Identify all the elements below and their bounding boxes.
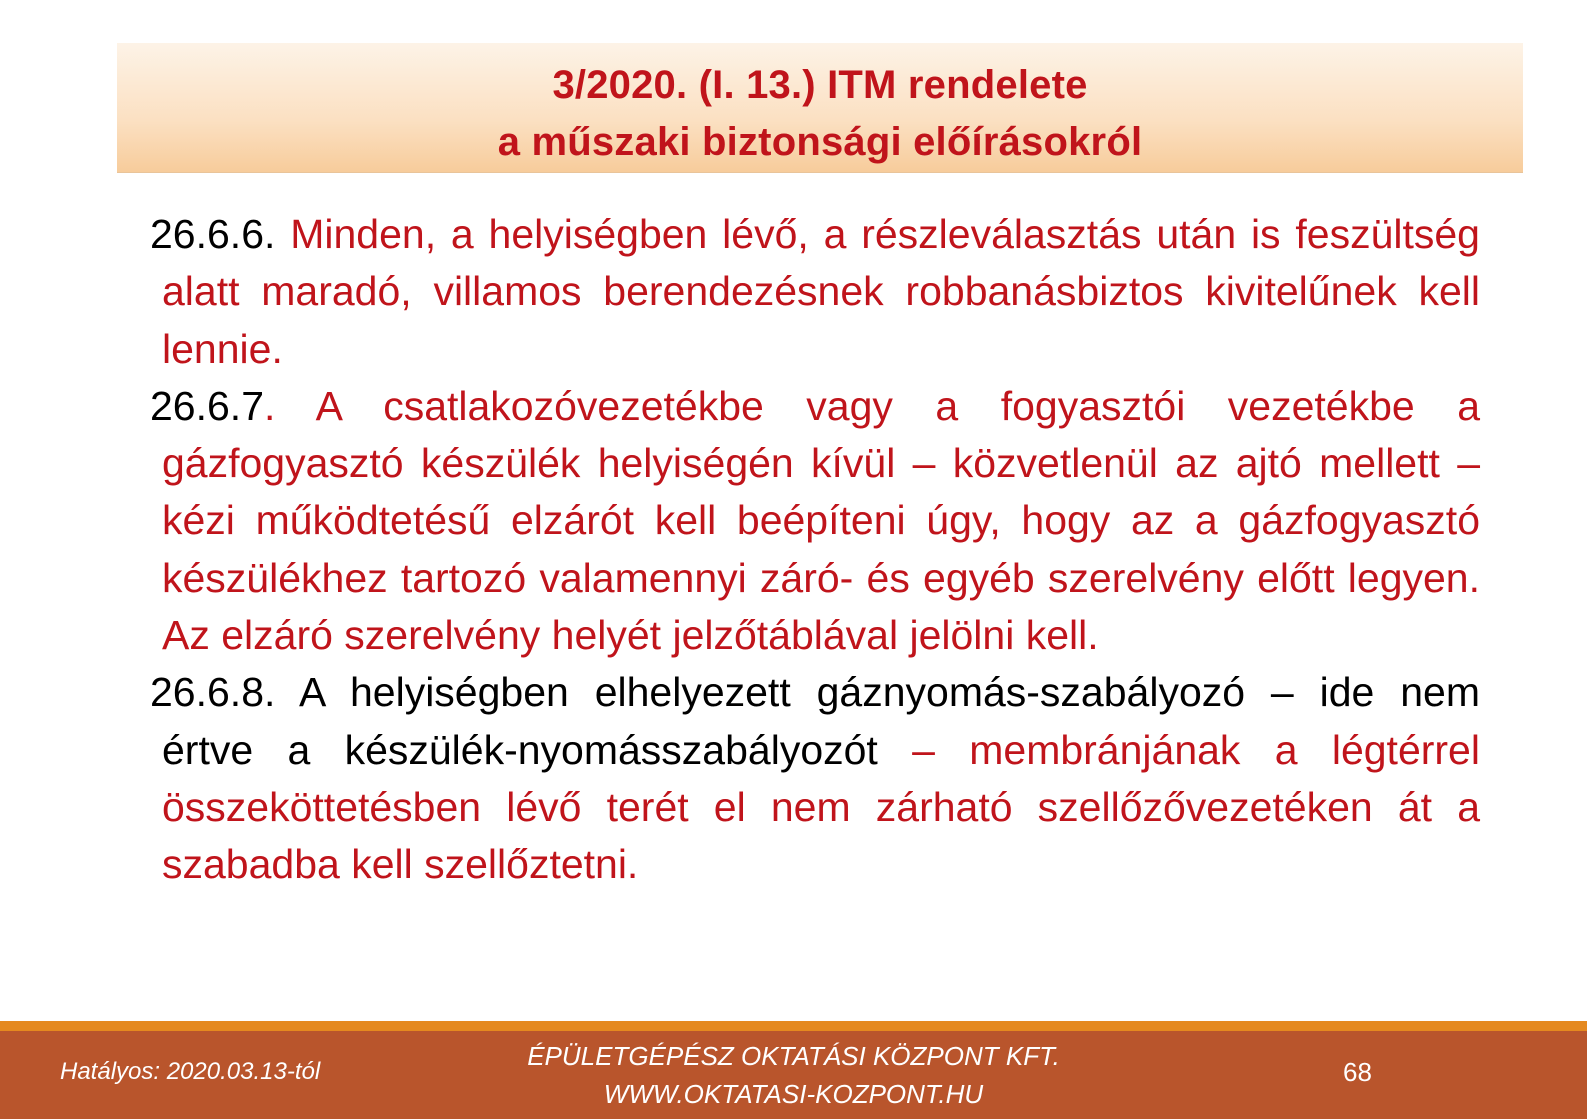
section-trailing-period: . <box>271 325 283 372</box>
section-26-6-8 <box>150 664 1480 893</box>
slide-title-line-1: 3/2020. (I. 13.) ITM rendelete <box>552 63 1088 107</box>
title-banner <box>117 43 1523 173</box>
section-number: 26.6.7 <box>150 382 264 429</box>
footer-website: WWW.OKTATASI-KOZPONT.HU <box>603 1079 984 1109</box>
section-text: Minden, a helyiségben lévő, a részleválasztás után is feszültség alatt maradó, villamos berendezésnek robbanásbiztos kivitelűnek kell lennie <box>162 211 1480 372</box>
section-number: 26.6.8. <box>150 669 276 716</box>
section-26-6-6 <box>150 206 1480 378</box>
footer-company-name: ÉPÜLETGÉPÉSZ OKTATÁSI KÖZPONT KFT. <box>527 1041 1060 1071</box>
slide-title-line-2: a műszaki biztonsági előírásokról <box>497 120 1143 164</box>
section-26-6-7 <box>150 378 1480 664</box>
section-text-red: – membránjának a légtérrel összeköttetésben lévő terét el nem zárható szellőzővezetéken át a szabadba kell szellőztetni. <box>162 726 1480 888</box>
section-text-black: A helyiségben elhelyezett gáznyomás-szabályozó – ide nem értve a készülék-nyomásszabályozót <box>162 669 1480 773</box>
slide-body <box>150 206 1480 894</box>
page-number: 68 <box>1343 1057 1372 1087</box>
section-number: 26.6.6. <box>150 211 276 257</box>
footer-effective-date: Hatályos: 2020.03.13-tól <box>60 1058 321 1085</box>
section-text: . A csatlakozóvezetékbe vagy a fogyasztói vezetékbe a gázfogyasztó készülék helyiségén kívül – közvetlenül az ajtó mellett – kézi működtetésű elzárót kell beépíteni úgy, hogy az a gázfogyasztó készülékhez tartozó valamennyi záró- és egyéb szerelvény előtt legyen. Az elzáró szerelvény helyét jelzőtáblával jelölni kell. <box>162 382 1480 659</box>
footer <box>0 1031 1587 1119</box>
footer-accent-stripe <box>0 1021 1587 1031</box>
